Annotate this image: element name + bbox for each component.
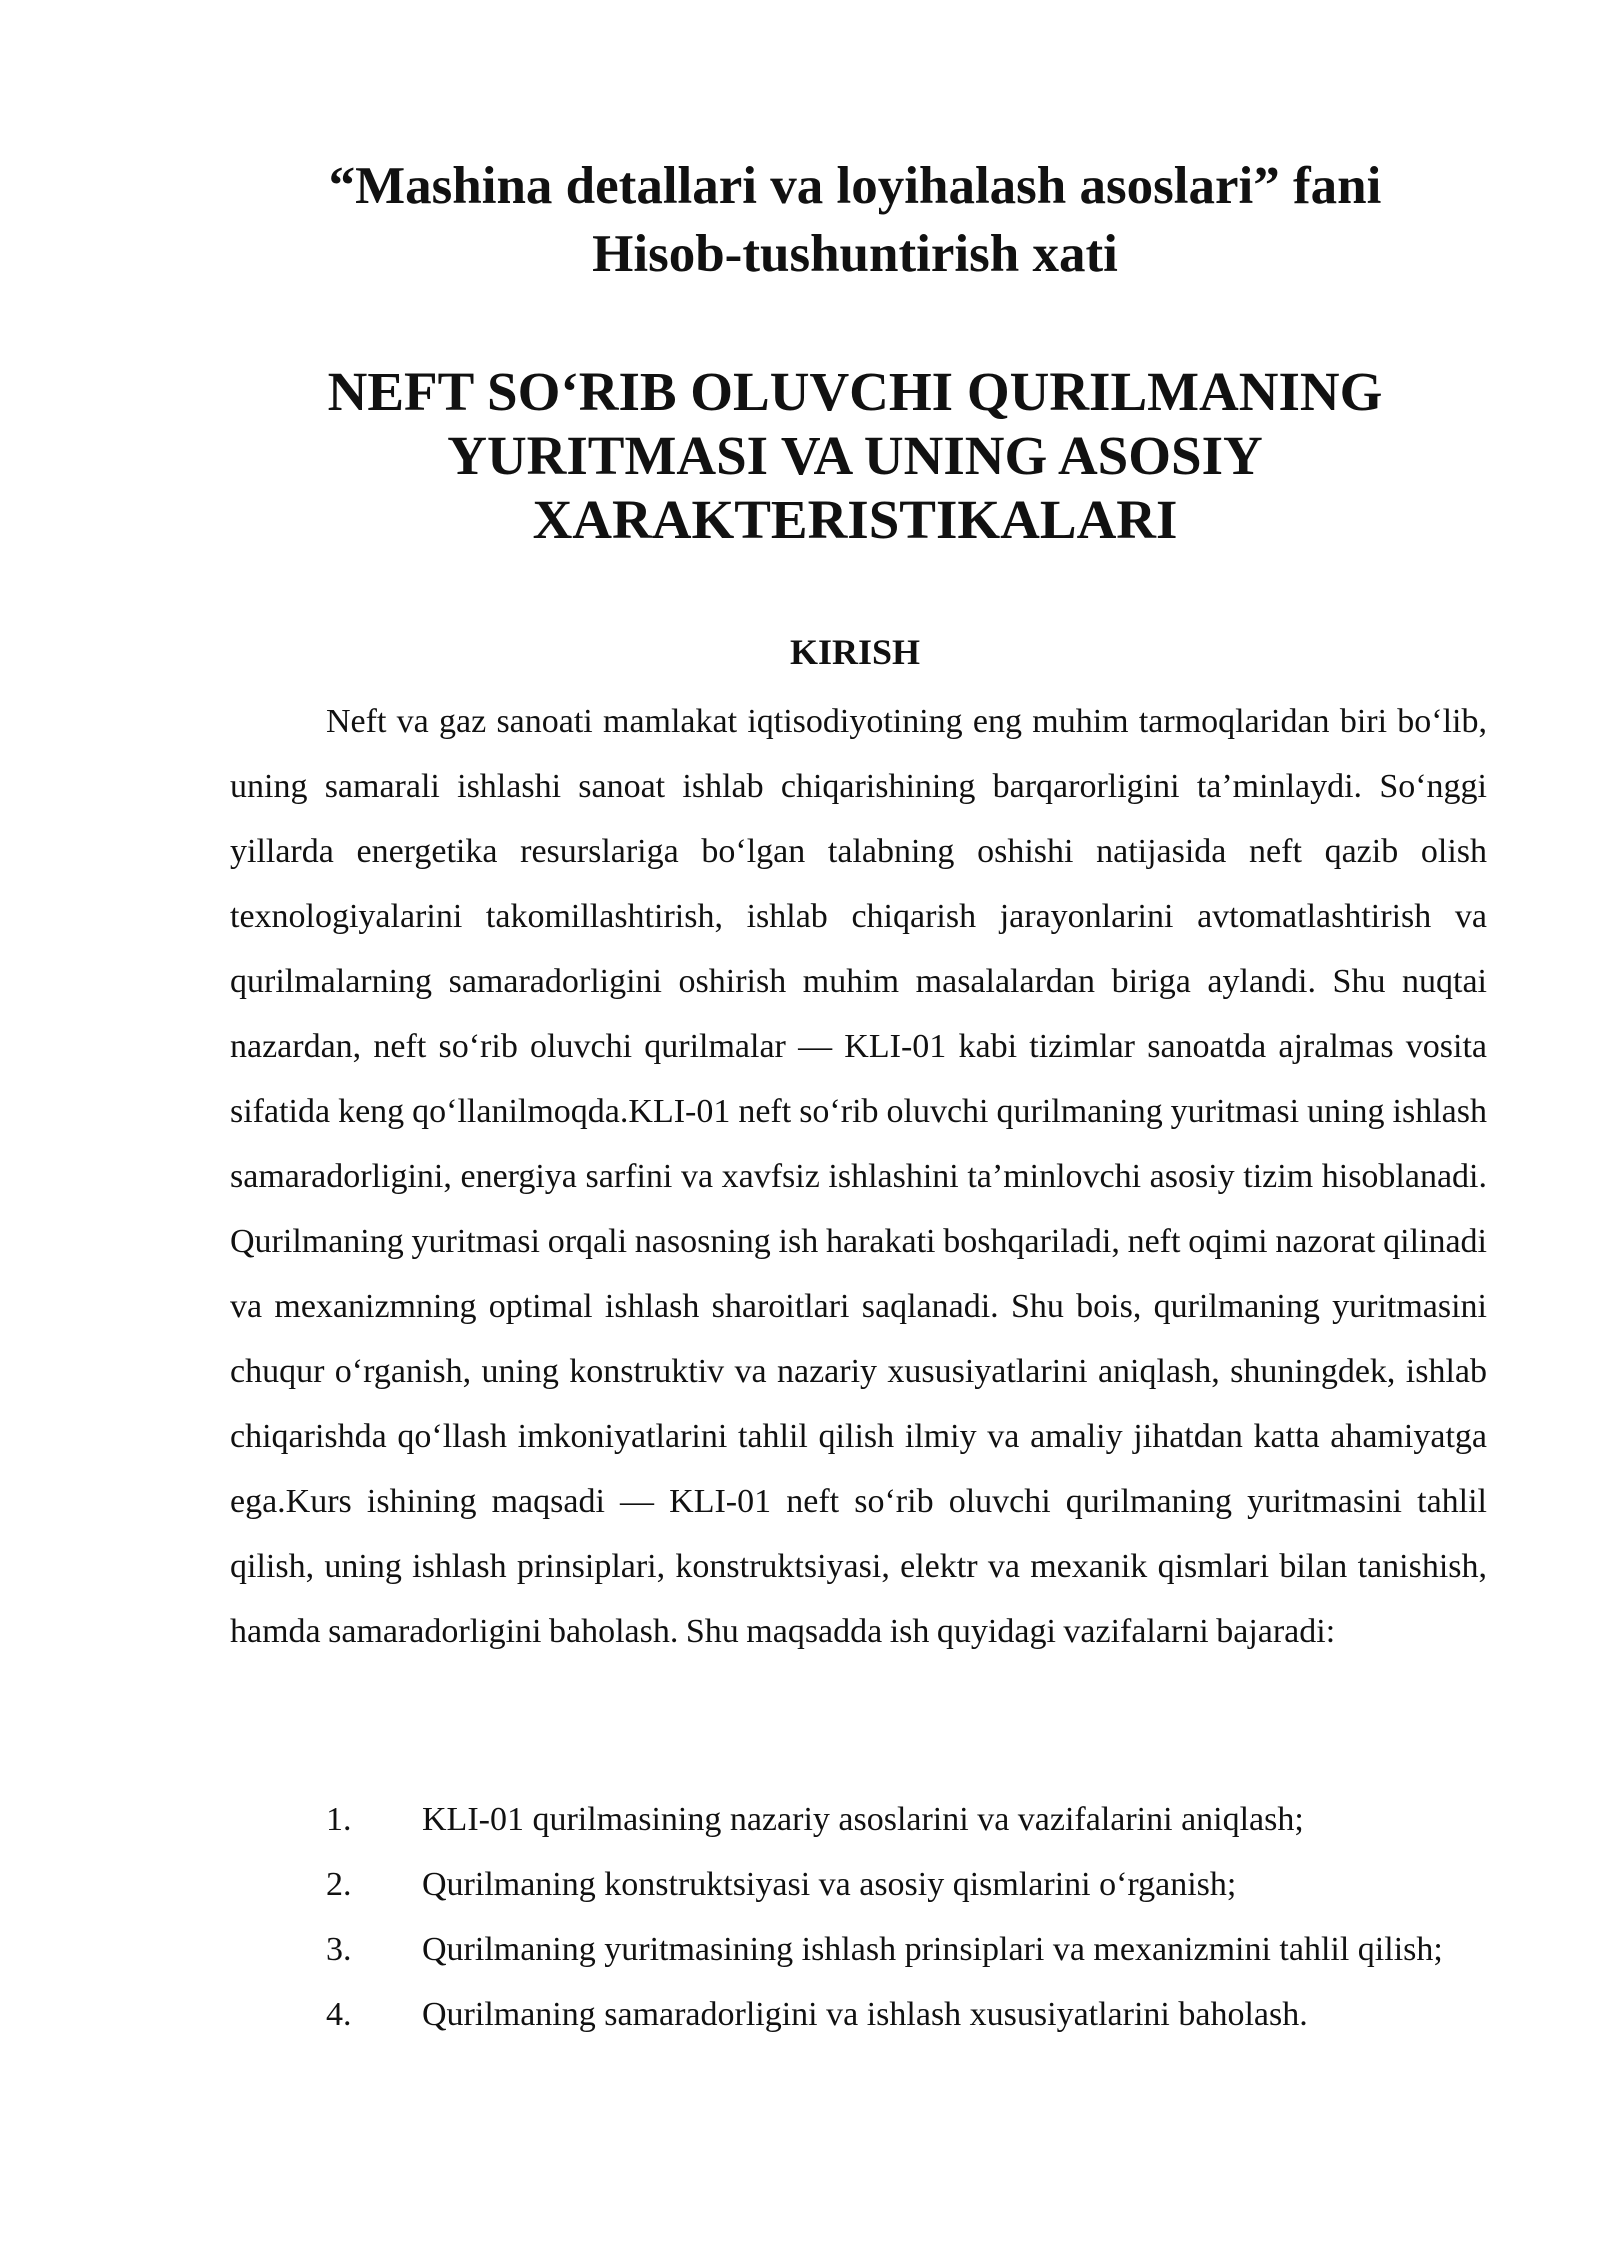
list-item-text: Qurilmaning yuritmasining ishlash prinsiplari va mexanizmini tahlil qilish; [422, 1931, 1443, 1968]
main-title-line-1: NEFT SO‘RIB OLUVCHI QURILMANING [327, 361, 1383, 422]
list-item-number: 1. [326, 1801, 352, 1838]
subject-title-line-2: Hisob-tushuntirish xati [592, 225, 1118, 283]
list-item [230, 1917, 1487, 1982]
list-item-number: 2. [326, 1866, 352, 1903]
main-title-line-3: XARAKTERISTIKALARI [532, 489, 1178, 550]
list-item-number: 4. [326, 1996, 352, 2033]
main-title [230, 360, 1480, 552]
list-item [230, 1982, 1487, 2047]
list-item-number: 3. [326, 1931, 352, 1968]
list-item-text: Qurilmaning konstruktsiyasi va asosiy qismlarini o‘rganish; [422, 1866, 1237, 1903]
main-title-line-2: YURITMASI VA UNING ASOSIY [447, 425, 1263, 486]
list-item [230, 1852, 1487, 1917]
task-list [230, 1787, 1487, 2047]
section-heading: KIRISH [789, 632, 921, 672]
subject-title [230, 152, 1480, 288]
subject-title-line-1: “Mashina detallari va loyihalash asoslari” fani [328, 157, 1382, 215]
list-item [230, 1787, 1487, 1852]
list-item-text: Qurilmaning samaradorligini va ishlash xususiyatlarini baholash. [422, 1996, 1308, 2033]
list-item-text: KLI-01 qurilmasining nazariy asoslarini va vazifalarini aniqlash; [422, 1801, 1304, 1838]
intro-paragraph: Neft va gaz sanoati mamlakat iqtisodiyotining eng muhim tarmoqlaridan biri bo‘lib, uning samarali ishlashi sanoat ishlab chiqarishining barqarorligini ta’minlaydi. So‘nggi yillarda energetika resurslariga bo‘lgan talabning oshishi natijasida neft qazib olish texnologiyalarini takomillashtirish, ishlab chiqarish jarayonlarini avtomatlashtirish va qurilmalarning samaradorligini oshirish muhim masalalardan biriga aylandi. Shu nuqtai nazardan, neft so‘rib oluvchi qurilmalar — KLI-01 kabi tizimlar sanoatda ajralmas vosita sifatida keng qo‘llanilmoqda.KLI-01 neft so‘rib oluvchi qurilmaning yuritmasi uning ishlash samaradorligini, energiya sarfini va xavfsiz ishlashini ta’minlovchi asosiy tizim hisoblanadi. Qurilmaning yuritmasi orqali nasosning ish harakati boshqariladi, neft oqimi nazorat qilinadi va mexanizmning optimal ishlash sharoitlari saqlanadi. Shu bois, qurilmaning yuritmasini chuqur o‘rganish, uning konstruktiv va nazariy xususiyatlarini aniqlash, shuningdek, ishlab chiqarishda qo‘llash imkoniyatlarini tahlil qilish ilmiy va amaliy jihatdan katta ahamiyatga ega.Kurs ishining maqsadi — KLI-01 neft so‘rib oluvchi qurilmaning yuritmasini tahlil qilish, uning ishlash prinsiplari, konstruktsiyasi, elektr va mexanik qismlari bilan tanishish, hamda samaradorligini baholash. Shu maqsadda ish quyidagi vazifalarni bajaradi: [230, 703, 1487, 1650]
